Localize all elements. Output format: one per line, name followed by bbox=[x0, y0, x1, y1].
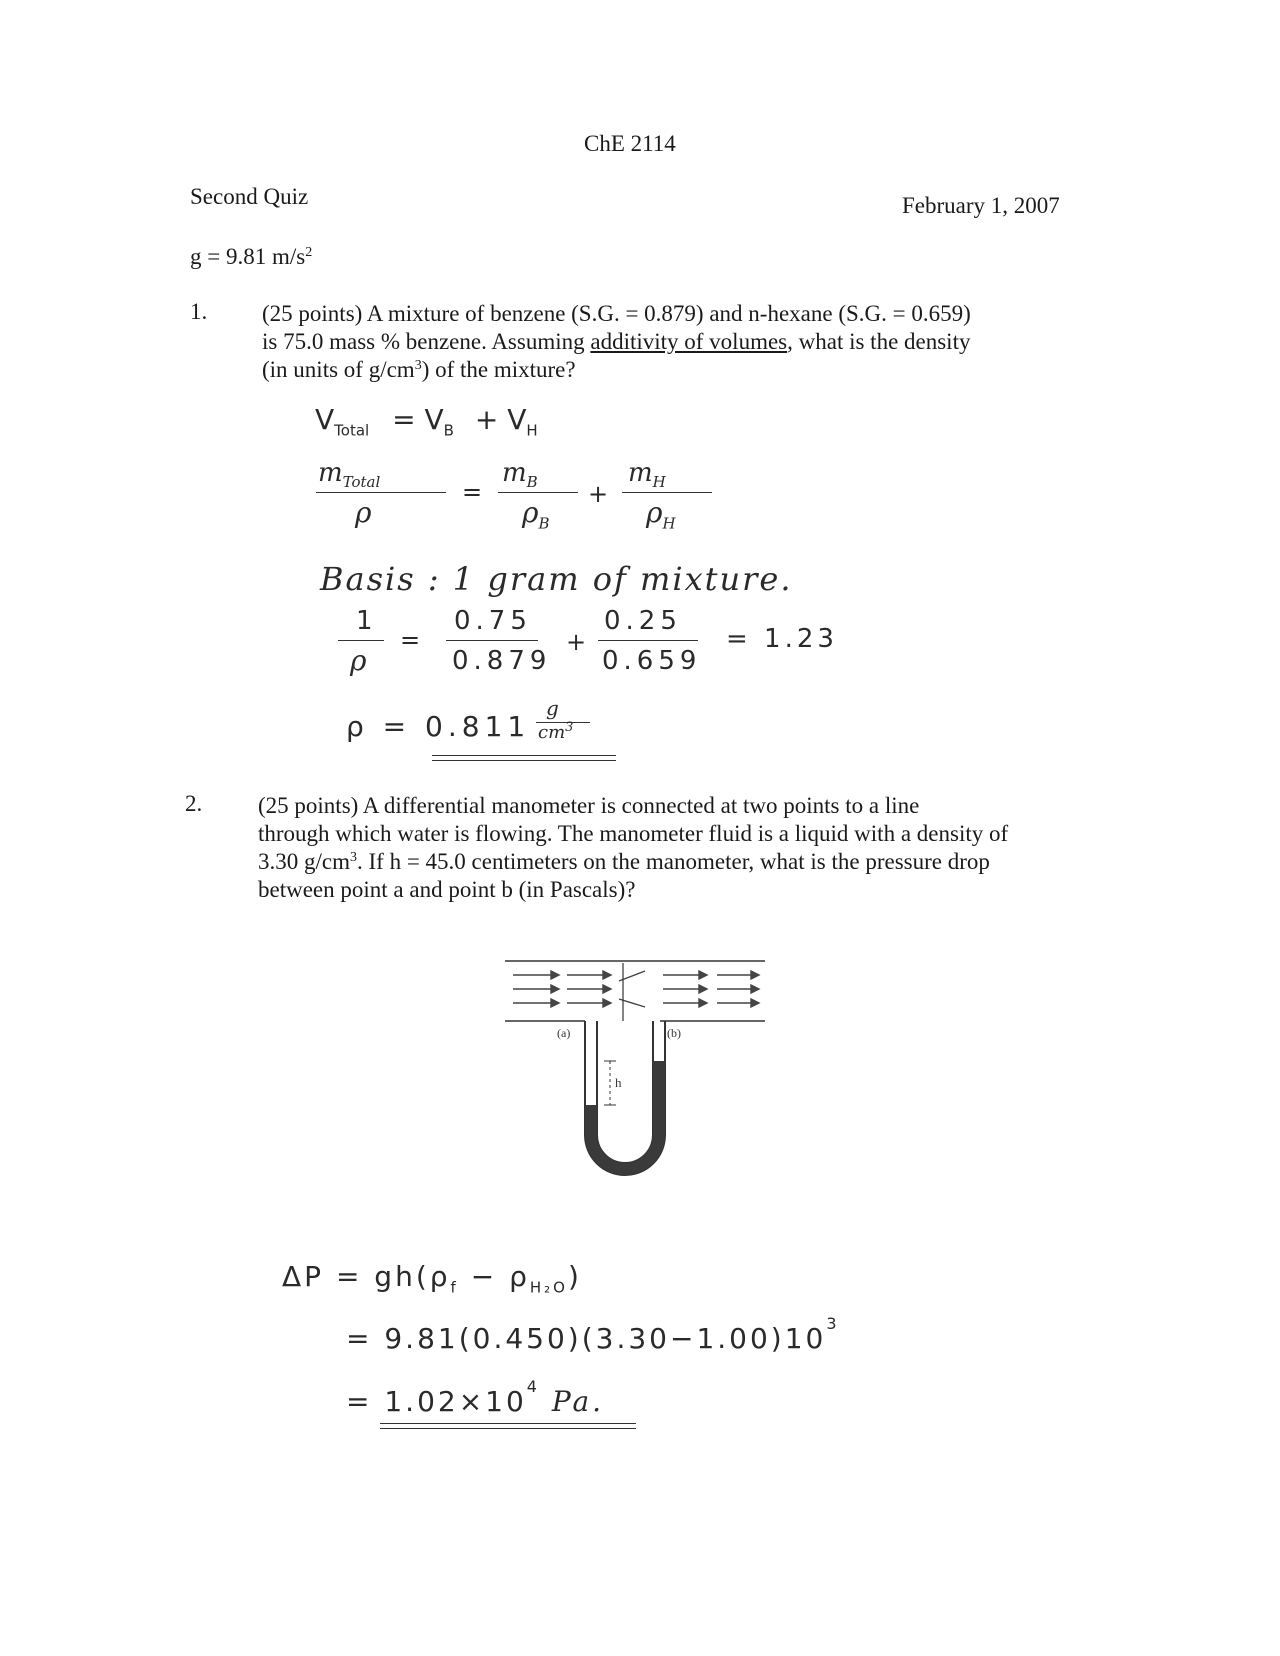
q1-line2-pre: is 75.0 mass % benzene. Assuming bbox=[262, 329, 591, 354]
mh-numerator bbox=[628, 458, 666, 491]
q1-line3-exponent: 3 bbox=[414, 358, 422, 373]
q2-substitution bbox=[346, 1314, 840, 1355]
course-title: ChE 2114 bbox=[584, 131, 676, 156]
fraction-bar bbox=[316, 492, 446, 493]
mb-subscript: B bbox=[526, 473, 538, 492]
gravity-text: g = 9.81 m/s bbox=[190, 244, 306, 269]
q2-line3 bbox=[258, 848, 1118, 876]
num-0-75: 0.75 bbox=[454, 606, 532, 636]
rho-water-subscript: H₂O bbox=[529, 1278, 568, 1297]
fraction-bar bbox=[446, 640, 538, 641]
point-a-label: (a) bbox=[557, 1026, 571, 1040]
rhoh-denominator bbox=[646, 496, 676, 533]
mb-numerator bbox=[502, 458, 538, 491]
plus-sign: + bbox=[588, 480, 609, 508]
q2-pressure-equation bbox=[282, 1260, 582, 1297]
den-0-879: 0.879 bbox=[452, 646, 552, 676]
plus-sign: + bbox=[566, 628, 587, 656]
inverse-density-result: = 1.23 bbox=[726, 624, 838, 654]
q2-answer bbox=[346, 1377, 605, 1418]
fraction-bar bbox=[598, 640, 698, 641]
plus-vh-symbol: + V bbox=[474, 403, 527, 436]
q2-line4: between point a and point b (in Pascals)? bbox=[258, 877, 636, 902]
equals-sign: = bbox=[400, 626, 421, 654]
rhob-denominator bbox=[522, 496, 550, 533]
u-tube-inner bbox=[597, 1021, 653, 1163]
h-label: h bbox=[615, 1075, 622, 1090]
q2-line1: (25 points) A differential manometer is connected at two points to a line bbox=[258, 793, 920, 818]
rhoh-symbol: ρ bbox=[646, 496, 663, 529]
m-total-numerator bbox=[318, 458, 380, 491]
num-0-25: 0.25 bbox=[604, 606, 682, 636]
q1-line3-post: ) of the mixture? bbox=[421, 357, 576, 382]
q1-line2-post: , what is the density bbox=[787, 329, 971, 354]
density-result: ρ = 0.811 bbox=[346, 710, 531, 743]
rho-f-subscript: f bbox=[450, 1278, 459, 1297]
quiz-title: Second Quiz bbox=[190, 184, 309, 209]
gravity-exponent: 2 bbox=[305, 245, 313, 260]
manometer-diagram bbox=[495, 955, 785, 1195]
dp-answer-text: = 1.02×10 bbox=[346, 1385, 527, 1418]
eq-vb-symbol: = V bbox=[392, 403, 444, 436]
answer-double-underline-2 bbox=[380, 1428, 636, 1429]
den-0-659: 0.659 bbox=[602, 646, 702, 676]
v-total-subscript: Total bbox=[334, 421, 370, 440]
rhob-symbol: ρ bbox=[522, 496, 539, 529]
gravity-constant bbox=[190, 243, 312, 271]
dp-formula-close: ) bbox=[567, 1260, 582, 1293]
fraction-bar bbox=[622, 492, 712, 493]
q2-line3-pre: 3.30 g/cm bbox=[258, 849, 350, 874]
unit-cm-exponent: 3 bbox=[565, 720, 574, 735]
q1-line3-pre: (in units of g/cm bbox=[262, 357, 415, 382]
dp-formula-part1: ΔP = gh(ρ bbox=[282, 1260, 451, 1293]
rho-denominator-2: ρ bbox=[350, 644, 367, 677]
unit-numerator: g bbox=[546, 696, 559, 720]
dp-formula-part2: − ρ bbox=[458, 1260, 530, 1293]
q1-line2 bbox=[262, 328, 1062, 356]
m-total-symbol: m bbox=[318, 458, 343, 488]
q2-text bbox=[258, 792, 1118, 904]
q1-line3 bbox=[262, 356, 1062, 384]
rhob-subscript: B bbox=[538, 514, 550, 533]
dp-substitution-text: = 9.81(0.450)(3.30−1.00)10 bbox=[346, 1322, 827, 1355]
q1-number: 1. bbox=[190, 299, 208, 324]
rho-denominator: ρ bbox=[355, 496, 372, 529]
vb-subscript: B bbox=[443, 421, 454, 440]
basis-statement: Basis : 1 gram of mixture. bbox=[320, 560, 793, 598]
flow-arrows bbox=[513, 971, 759, 1007]
fraction-bar bbox=[498, 492, 578, 493]
q2-line3-post: . If h = 45.0 centimeters on the manometer, what is the pressure drop bbox=[357, 849, 990, 874]
q1-line1: (25 points) A mixture of benzene (S.G. = 0.879) and n-hexane (S.G. = 0.659) bbox=[262, 301, 971, 326]
dp-answer-exponent: 4 bbox=[526, 1377, 540, 1396]
q1-text bbox=[262, 300, 1062, 384]
result-double-underline-2 bbox=[432, 760, 616, 761]
q2-line3-exponent: 3 bbox=[350, 850, 357, 865]
answer-double-underline-1 bbox=[380, 1423, 636, 1424]
mb-symbol: m bbox=[502, 458, 527, 488]
m-total-subscript: Total bbox=[342, 473, 381, 492]
q2-number: 2. bbox=[185, 791, 203, 816]
result-double-underline-1 bbox=[432, 755, 616, 756]
one-numerator: 1 bbox=[356, 606, 373, 636]
unit-cm: cm bbox=[538, 722, 566, 743]
q2-line2: through which water is flowing. The manometer fluid is a liquid with a density of bbox=[258, 821, 1009, 846]
equals-sign: = bbox=[462, 478, 483, 506]
unit-denominator bbox=[538, 722, 573, 743]
fraction-bar bbox=[338, 640, 384, 641]
rhoh-subscript: H bbox=[662, 514, 676, 533]
quiz-date: February 1, 2007 bbox=[902, 193, 1060, 218]
point-b-label: (b) bbox=[667, 1026, 681, 1040]
mh-subscript: H bbox=[652, 473, 666, 492]
q1-line2-underlined: additivity of volumes bbox=[590, 329, 788, 354]
v-total-symbol: V bbox=[315, 403, 335, 436]
dp-substitution-exponent: 3 bbox=[826, 1314, 840, 1333]
dp-answer-unit: Pa. bbox=[539, 1385, 605, 1418]
mh-symbol: m bbox=[628, 458, 653, 488]
vh-subscript: H bbox=[526, 421, 538, 440]
q1-volume-equation bbox=[315, 403, 538, 440]
